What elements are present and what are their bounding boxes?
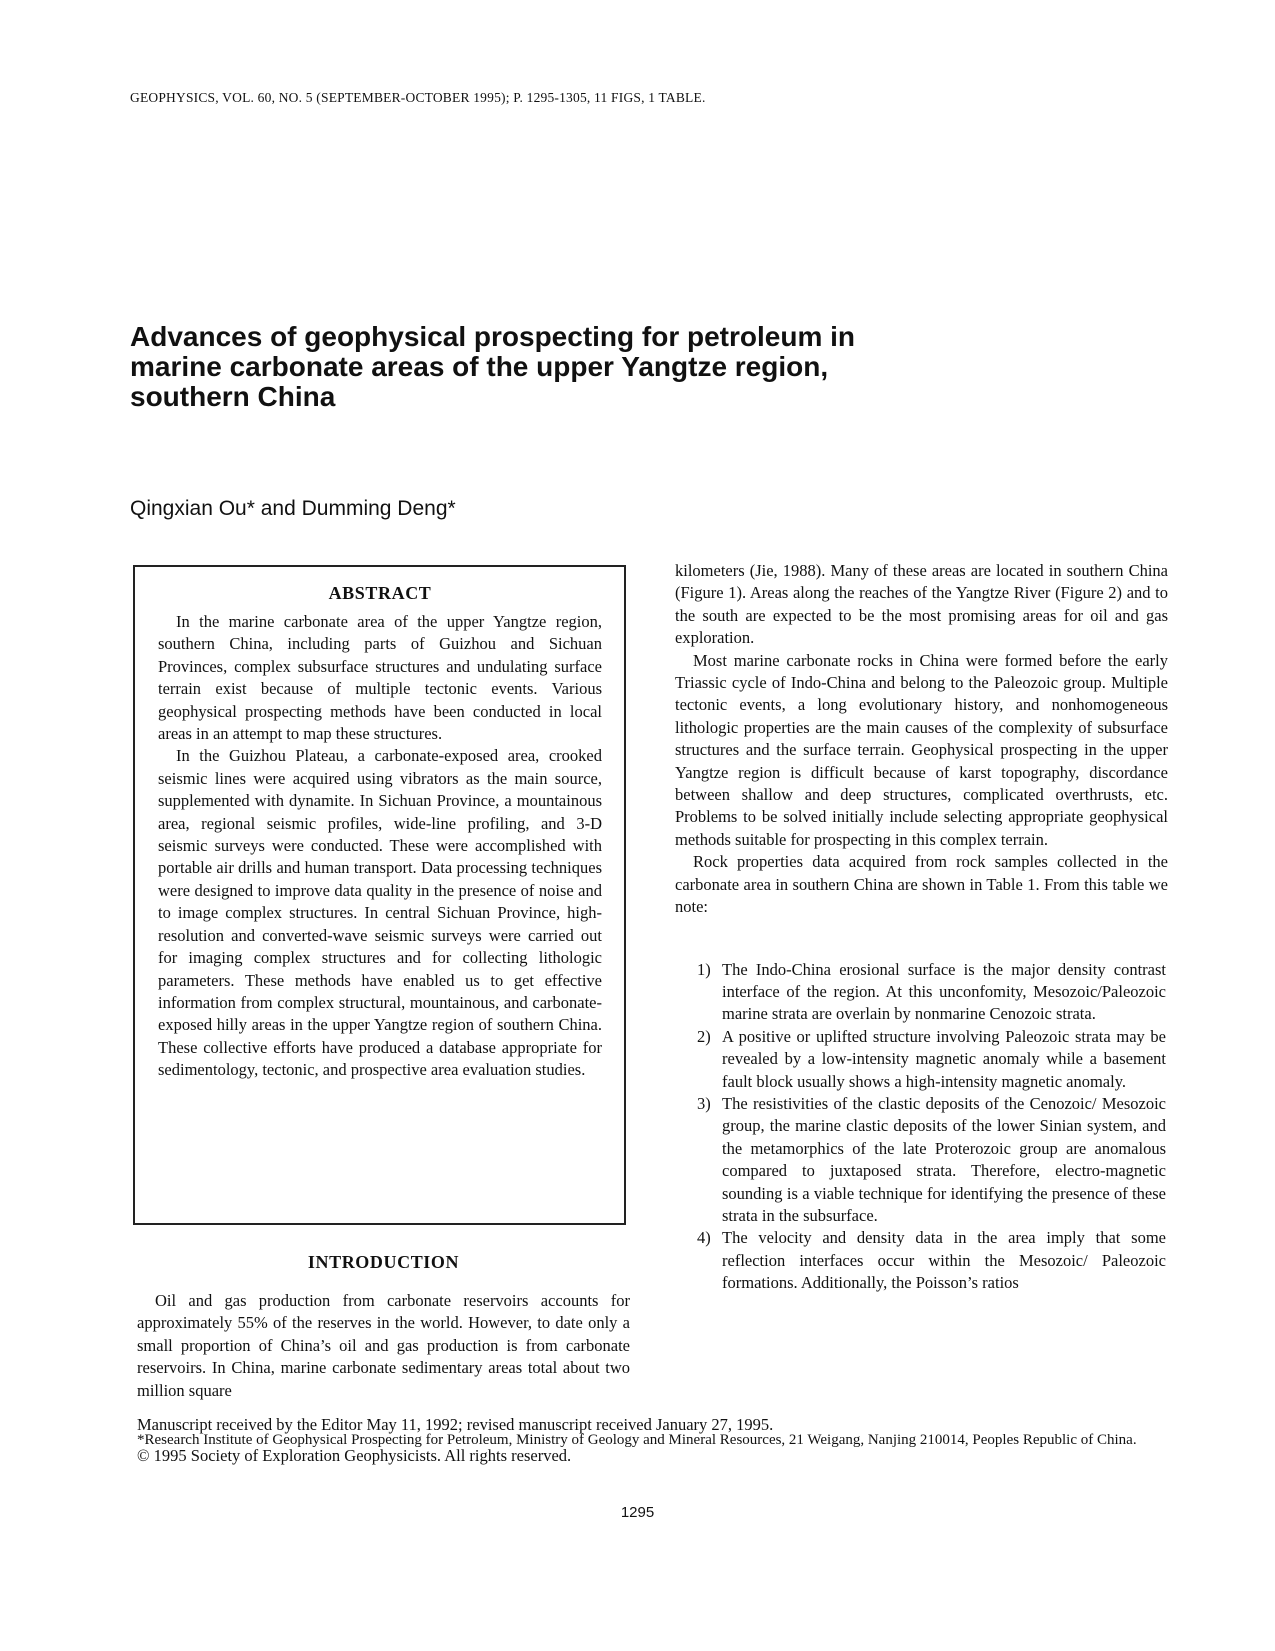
introduction-heading: INTRODUCTION xyxy=(307,1252,460,1272)
list-item-number: 3) xyxy=(697,1093,711,1113)
body-paragraph-3: Rock properties data acquired from rock samples collected in the carbonate area in southern China are shown in Table 1. From this table we note: xyxy=(675,852,1168,917)
body-paragraph-1: kilometers (Jie, 1988). Many of these areas are located in southern China (Figure 1). Areas along the reaches of the Yangtze River (Figure 2) and to the south are expected to be the most promising areas for oil and gas exploration. xyxy=(675,561,1168,648)
article-title: Advances of geophysical prospecting for petroleum in marine carbonate areas of the upper Yangtze region, southern China xyxy=(130,321,856,412)
manuscript-received-note: Manuscript received by the Editor May 11, 1992; revised manuscript received January 27, 1995. xyxy=(137,1415,774,1434)
journal-citation-header: GEOPHYSICS, VOL. 60, NO. 5 (SEPTEMBER-OCTOBER 1995); P. 1295-1305, 11 FIGS, 1 TABLE. xyxy=(130,90,706,105)
list-item-number: 2) xyxy=(697,1026,711,1046)
copyright-note: © 1995 Society of Exploration Geophysicists. All rights reserved. xyxy=(137,1446,572,1465)
list-item-text: A positive or uplifted structure involving Paleozoic strata may be revealed by a low-intensity magnetic anomaly while a basement fault block usually shows a high-intensity magnetic anomaly. xyxy=(722,1026,1166,1091)
page-number: 1295 xyxy=(620,1504,655,1521)
footnotes xyxy=(137,1416,1177,1464)
list-item-text: The Indo-China erosional surface is the major density contrast interface of the region. At this unconfomity, Mesozoic/Paleozoic marine strata are overlain by nonmarine Cenozoic strata. xyxy=(722,959,1166,1024)
body-paragraph-2: Most marine carbonate rocks in China were formed before the early Triassic cycle of Indo-China and belong to the Paleozoic group. Multiple tectonic events, a long evolutionary history, and nonhomogeneous lithologic properties are the main causes of the complexity of subsurface structures and the surface terrain. Geophysical prospecting in the upper Yangtze region is difficult because of karst topography, discordance between shallow and deep structures, complicated overthrusts, etc. Problems to be solved initially include selecting appropriate geophysical methods suitable for prospecting in this complex terrain. xyxy=(675,650,1168,849)
list-item xyxy=(675,1227,1168,1294)
list-item-number: 4) xyxy=(697,1228,711,1248)
abstract-heading: ABSTRACT xyxy=(328,583,432,603)
abstract-paragraph-1: In the marine carbonate area of the upper Yangtze region, southern China, including parts of Guizhou and Sichuan Provinces, complex subsurface structures and undulating surface terrain exist because of multiple tectonic events. Various geophysical prospecting methods have been conducted in local areas in an attempt to map these structures. xyxy=(158,612,602,744)
abstract-box xyxy=(133,565,626,1225)
introduction-paragraph: Oil and gas production from carbonate reservoirs accounts for approximately 55% of the reserves in the world. However, to date only a small proportion of China’s oil and gas production is from carbonate reservoirs. In China, marine carbonate sedimentary areas total about two million square xyxy=(137,1291,630,1400)
right-column xyxy=(675,560,1168,1295)
list-item xyxy=(675,1026,1168,1093)
abstract-paragraph-2: In the Guizhou Plateau, a carbonate-exposed area, crooked seismic lines were acquired using vibrators as the main source, supplemented with dynamite. In Sichuan Province, a mountainous area, regional seismic profiles, wide-line profiling, and 3-D seismic surveys were conducted. These were accomplished with portable air drills and human transport. Data processing techniques were designed to improve data quality in the presence of noise and to image complex structures. In central Sichuan Province, high-resolution and converted-wave seismic surveys were carried out for imaging complex structures and for collecting lithologic parameters. These methods have enabled us to get effective information from complex structural, mountainous, and carbonate-exposed hilly areas in the upper Yangtze region of southern China. These collective efforts have produced a database appropriate for sedimentology, tectonic, and prospective area evaluation studies. xyxy=(158,746,602,1080)
list-item-text: The velocity and density data in the area imply that some reflection interfaces occur within the Mesozoic/ Paleozoic formations. Additionally, the Poisson’s ratios xyxy=(722,1228,1166,1293)
list-item-text: The resistivities of the clastic deposits of the Cenozoic/ Mesozoic group, the marine clastic deposits of the lower Sinian system, and the metamorphics of the late Proterozoic group are anomalous compared to juxtaposed strata. Therefore, electro-magnetic sounding is a viable technique for identifying the presence of these strata in the subsurface. xyxy=(722,1093,1166,1225)
observations-list xyxy=(675,959,1168,1295)
author-line: Qingxian Ou* and Dumming Deng* xyxy=(130,497,456,520)
list-item xyxy=(675,1093,1168,1227)
author-affiliation-note: *Research Institute of Geophysical Prospecting for Petroleum, Ministry of Geology and Mineral Resources, 21 Weigang, Nanjing 210014, Peoples Republic of China. xyxy=(137,1432,1137,1448)
list-item xyxy=(675,959,1168,1026)
list-item-number: 1) xyxy=(697,959,711,979)
introduction-section xyxy=(137,1252,630,1402)
